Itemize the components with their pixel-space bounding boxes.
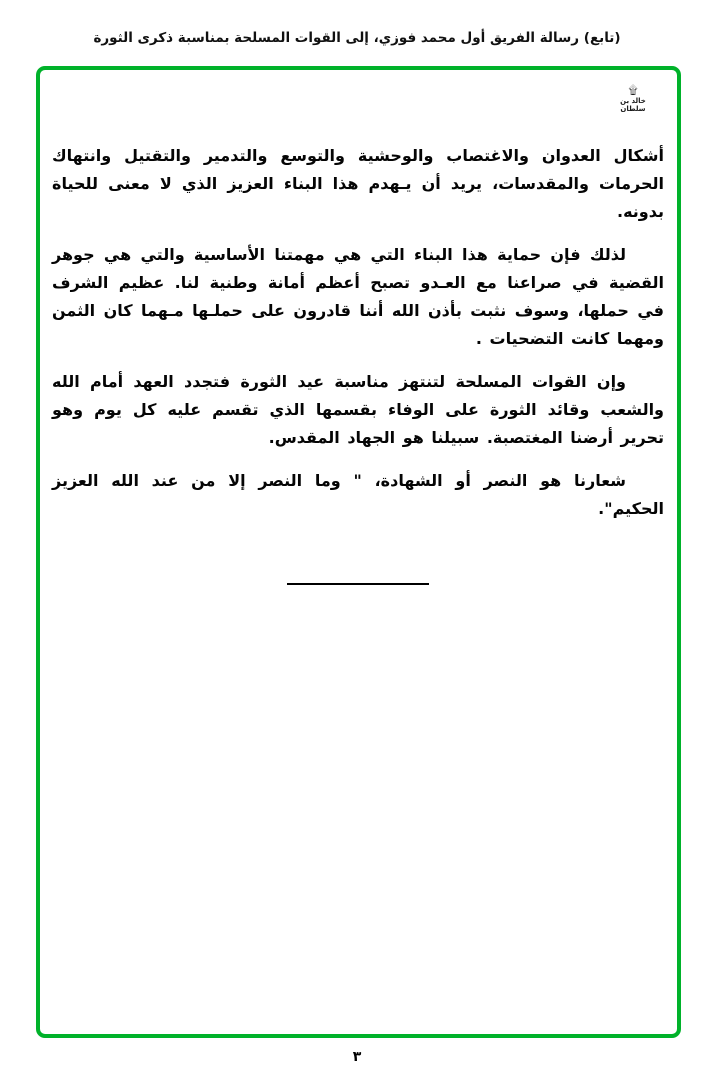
document-frame	[36, 66, 681, 1038]
letter-paragraph-3: وإن القوات المسلحة لتنتهز مناسبة عيد الثورة فتجدد العهد أمام الله والشعب وقائد الثورة على الوفاء بقسمها الذي تقسم عليه كل يوم وهو تحرير أرضنا المغتصبة. سبيلنا هو الجهاد المقدس.	[52, 372, 664, 447]
signature-stamp	[607, 84, 659, 113]
stamp-text: خالد بن سلطان	[620, 97, 646, 113]
crest-icon: ۩	[628, 83, 638, 97]
letter-body	[52, 142, 664, 585]
letter-paragraph-4: شعارنا هو النصر أو الشهادة، " وما النصر إلا من عند الله العزيز الحكيم".	[52, 471, 664, 518]
letter-paragraph-1: أشكال العدوان والاغتصاب والوحشية والتوسع والتدمير والتقتيل وانتهاك الحرمات والمقدسات، يريد أن يـهدم هذا البناء العزيز الذي لا معنى للحياة بدونه.	[52, 146, 664, 221]
page-header-title: (تابع) رسالة الفريق أول محمد فوزي، إلى القوات المسلحة بمناسبة ذكرى الثورة	[93, 30, 621, 46]
end-of-letter-divider	[287, 583, 429, 585]
page-number: ٣	[352, 1049, 362, 1065]
letter-paragraph-2: لذلك فإن حماية هذا البناء التي هي مهمتنا الأساسية والتي هي جوهر القضية في صراعنا مع العـدو تصبح أعظم أمانة وطنية لنا. عظيم الشرف في حملها، وسوف نثبت بأذن الله أننا قادرون على حملـها مـهما كان الثمن ومهما كانت التضحيات .	[52, 245, 664, 348]
